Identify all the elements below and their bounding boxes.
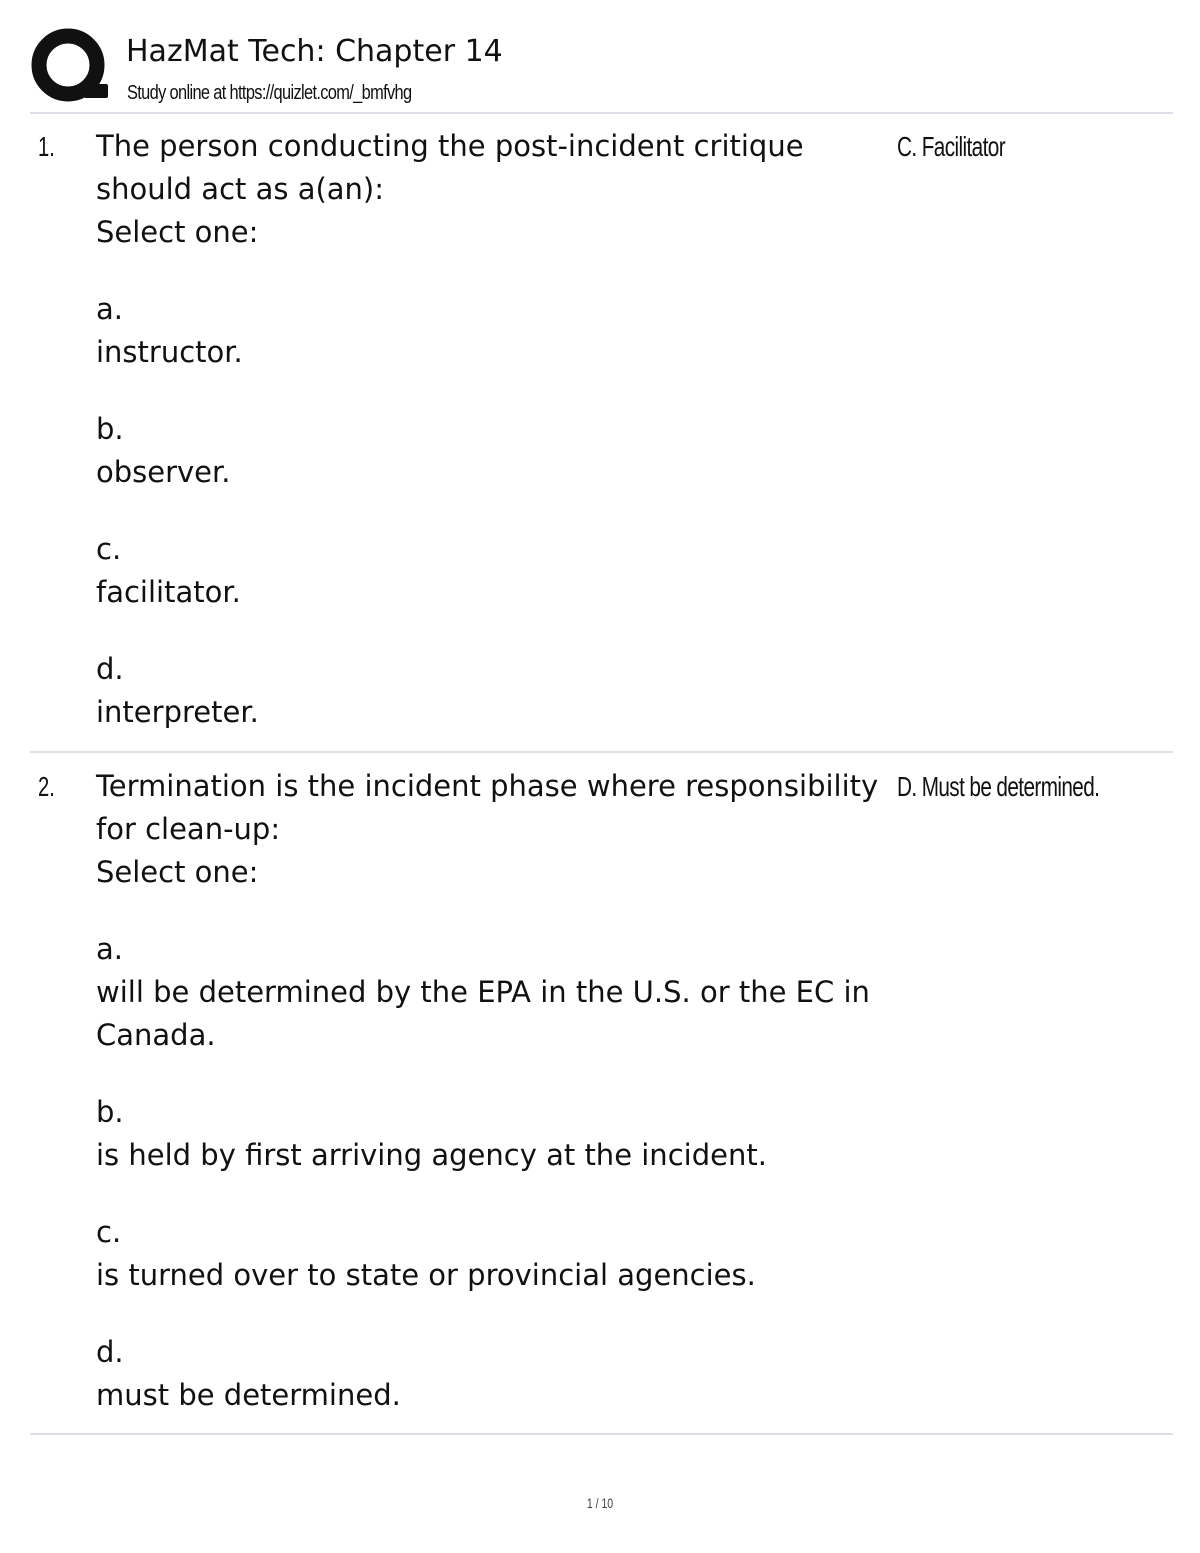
option-text: will be determined by the EPA in the U.S. or the EC in Canada.	[96, 975, 870, 1052]
option-a	[96, 928, 896, 1057]
question-prompt: Termination is the incident phase where responsibility for clean-up: Select one:	[96, 769, 879, 889]
option-text: instructor.	[96, 335, 243, 369]
question-prompt: The person conducting the post-incident critique should act as a(an): Select one:	[96, 129, 804, 249]
option-b	[96, 1091, 896, 1177]
option-d	[96, 1331, 896, 1417]
option-text: must be determined.	[96, 1378, 401, 1412]
option-c	[96, 1211, 896, 1297]
document-title: HazMat Tech: Chapter 14	[126, 34, 503, 69]
question-body	[96, 125, 896, 734]
question-number: 2.	[38, 771, 55, 802]
option-text: interpreter.	[96, 695, 259, 729]
option-text: observer.	[96, 455, 231, 489]
question-number: 1.	[38, 131, 55, 162]
page-number: 1 / 10	[586, 1495, 614, 1511]
question-divider	[30, 751, 1173, 753]
option-text: is held by first arriving agency at the incident.	[96, 1138, 767, 1172]
study-link[interactable]: Study online at https://quizlet.com/_bmfvhg	[127, 82, 412, 104]
option-letter: d.	[96, 652, 124, 686]
option-text: facilitator.	[96, 575, 241, 609]
answer-text: D. Must be determined.	[897, 771, 1100, 802]
question-body	[96, 765, 896, 1417]
option-letter: c.	[96, 1215, 122, 1249]
option-letter: d.	[96, 1335, 124, 1369]
answer-text: C. Facilitator	[897, 131, 1006, 162]
option-letter: c.	[96, 532, 122, 566]
option-text: is turned over to state or provincial agencies.	[96, 1258, 756, 1292]
option-letter: a.	[96, 292, 123, 326]
document-header	[30, 28, 1173, 112]
quizlet-logo-icon	[30, 28, 110, 108]
option-letter: b.	[96, 412, 124, 446]
question-divider	[30, 1433, 1173, 1435]
option-d	[96, 648, 896, 734]
option-b	[96, 408, 896, 494]
header-divider	[30, 112, 1173, 114]
option-letter: b.	[96, 1095, 124, 1129]
option-a	[96, 288, 896, 374]
option-c	[96, 528, 896, 614]
option-letter: a.	[96, 932, 123, 966]
